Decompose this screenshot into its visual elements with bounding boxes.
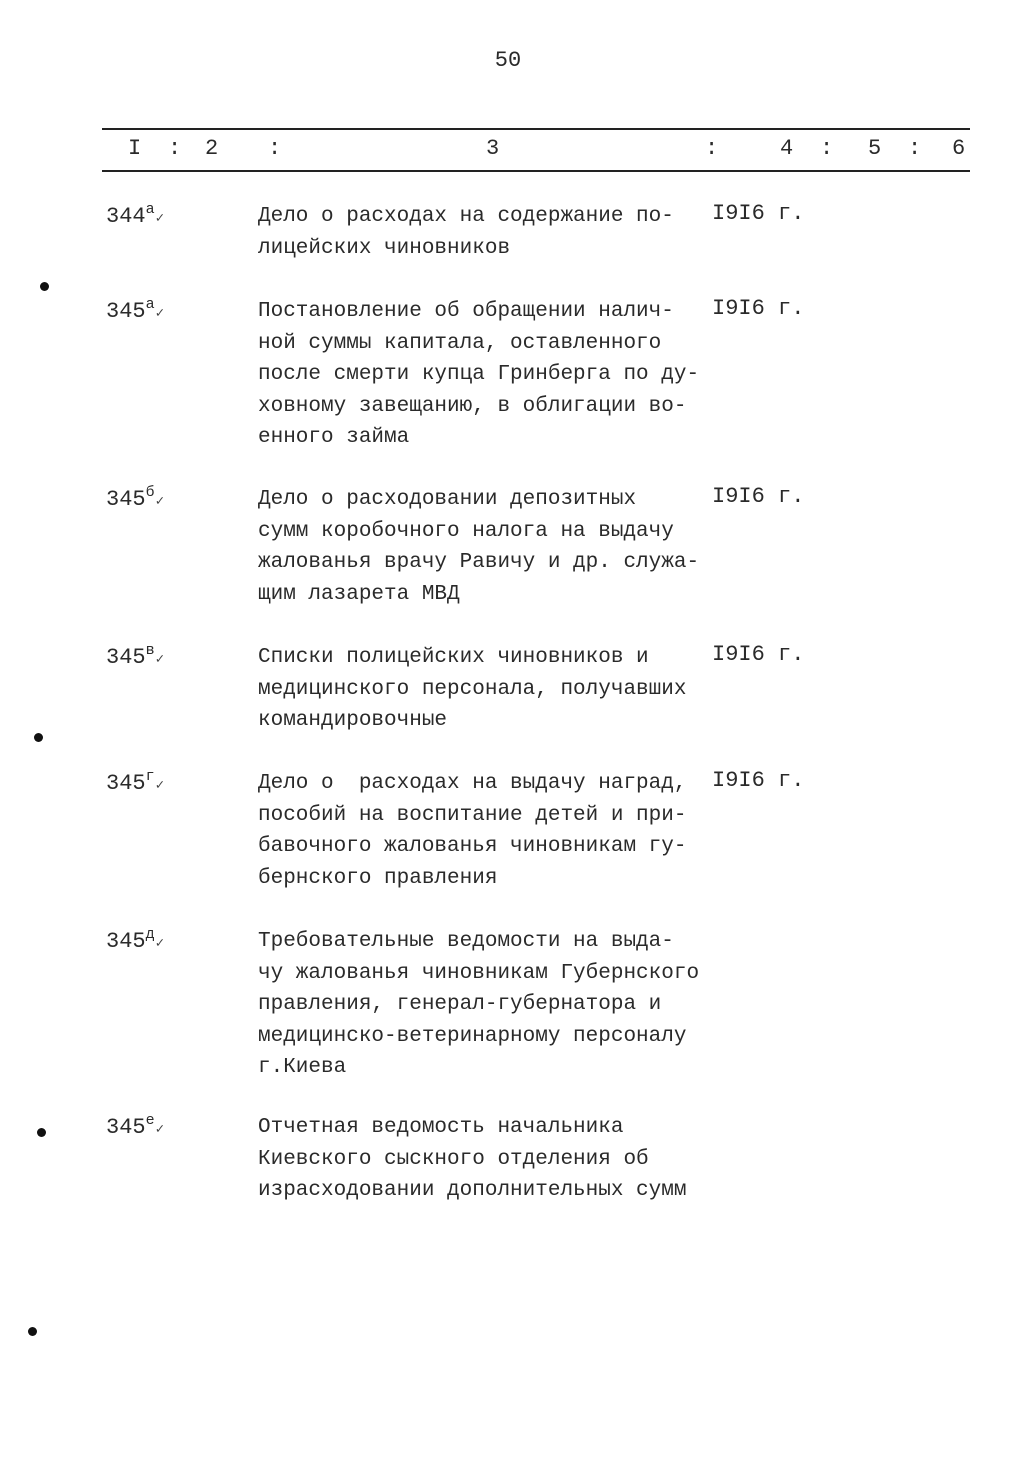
column-2-heading: 2 — [205, 136, 219, 161]
column-separator: : — [908, 136, 922, 161]
entry-description — [258, 484, 710, 610]
entry-description — [258, 201, 710, 264]
column-3-heading: 3 — [486, 136, 500, 161]
description-line: Дело о расходовании депозитных — [258, 488, 637, 511]
entry-number: $345^д✓$ — [106, 926, 165, 954]
column-separator: : — [705, 136, 719, 161]
description-line: медицинского персонала, получавших — [258, 677, 687, 701]
description-line: чу жалованья чиновникам Губернского — [258, 961, 700, 985]
entry-year: I9I6 г. — [712, 768, 805, 793]
description-line: Постановление об обращении налич- — [258, 300, 674, 323]
description-line: щим лазарета МВД — [258, 582, 460, 606]
column-6-heading: 6 — [952, 136, 966, 161]
table-header-bottom-rule — [102, 170, 970, 172]
description-line: бавочного жалованья чиновникам гу- — [258, 835, 687, 858]
entry-description — [258, 926, 710, 1084]
column-1-heading: I — [128, 136, 142, 161]
description-line: Дело о расходах на содержание по- — [258, 205, 674, 228]
entry-year: I9I6 г. — [712, 296, 805, 321]
entry-description — [258, 642, 710, 737]
description-line: Дело о расходах на выдачу наград, — [258, 772, 687, 795]
binding-hole-mark — [37, 1128, 46, 1137]
table-header-top-rule — [102, 128, 970, 130]
entry-number: $344^а✓$ — [106, 201, 165, 229]
description-line: Отчетная ведомость начальника — [258, 1116, 624, 1139]
description-line: бернского правления — [258, 866, 498, 890]
entry-number: $345^а✓$ — [106, 296, 165, 324]
description-line: после смерти купца Гринберга по ду- — [258, 363, 700, 386]
description-line: сумм коробочного налога на выдачу — [258, 519, 674, 543]
description-line: командировочные — [258, 709, 448, 732]
description-line: енного займа — [258, 426, 410, 449]
column-separator: : — [268, 136, 282, 161]
entry-number: $345^г✓$ — [106, 768, 165, 796]
description-line: правления, генерал-губернатора и — [258, 993, 662, 1016]
description-line: жалованья врачу Равичу и др. служа- — [258, 551, 700, 574]
description-line: медицинско-ветеринарному персоналу — [258, 1024, 687, 1048]
entry-number: $345^е✓$ — [106, 1112, 165, 1140]
entry-description — [258, 768, 710, 894]
binding-hole-mark — [28, 1327, 37, 1336]
description-line: Требовательные ведомости на выда- — [258, 930, 674, 953]
entry-number: $345^б✓$ — [106, 484, 165, 512]
description-line: ной суммы капитала, оставленного — [258, 331, 662, 355]
description-line: израсходовании дополнительных сумм — [258, 1179, 687, 1202]
binding-hole-mark — [34, 733, 43, 742]
entry-description — [258, 1112, 710, 1207]
entry-year: I9I6 г. — [712, 642, 805, 667]
description-line: Киевского сыскного отделения об — [258, 1147, 649, 1171]
page-number: 50 — [494, 48, 522, 73]
column-5-heading: 5 — [868, 136, 882, 161]
description-line: пособий на воспитание детей и при- — [258, 803, 687, 827]
binding-hole-mark — [40, 282, 49, 291]
description-line: лицейских чиновников — [258, 236, 511, 260]
column-4-heading: 4 — [780, 136, 794, 161]
description-line: г.Киева — [258, 1056, 347, 1079]
entry-description — [258, 296, 710, 454]
entry-year: I9I6 г. — [712, 201, 805, 226]
entry-number: $345^в✓$ — [106, 642, 165, 670]
column-separator: : — [820, 136, 834, 161]
entry-year: I9I6 г. — [712, 484, 805, 509]
column-separator: : — [168, 136, 182, 161]
description-line: Списки полицейских чиновников и — [258, 646, 649, 669]
description-line: ховному завещанию, в облигации во- — [258, 394, 687, 418]
